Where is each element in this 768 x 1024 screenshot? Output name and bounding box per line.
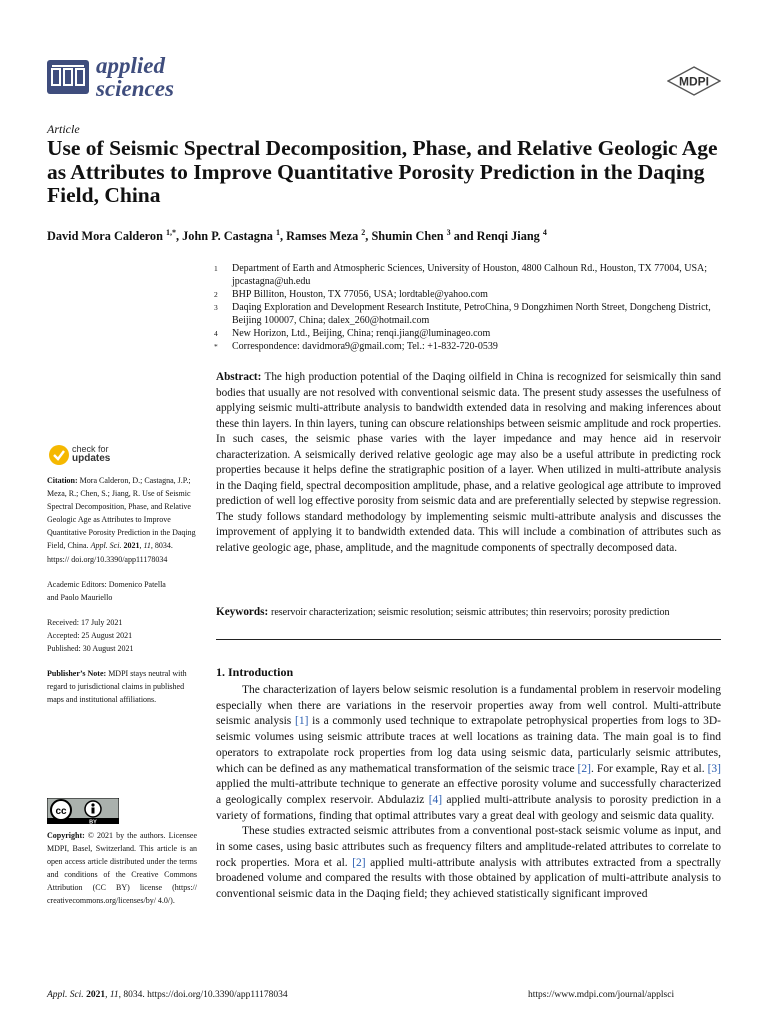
introduction-body [216, 683, 721, 903]
citation-link[interactable]: [4] [428, 793, 443, 806]
affiliation-item [214, 288, 734, 301]
text-run: applied multi-attribute analysis to porosity prediction in a variety of formations, finding that optimal attributes vary a great deal with geology and seismic data quality. [216, 793, 721, 822]
section-heading: 1. Introduction [216, 665, 294, 679]
footer-citation: Appl. Sci. 2021, 11, 8034. https://doi.org/10.3390/app11178034 [47, 990, 288, 1000]
article-info-sidebar [47, 474, 197, 718]
journal-logo-icon [47, 60, 89, 94]
mdpi-logo-icon [667, 66, 721, 96]
correspondence [214, 340, 734, 353]
author-affiliation-mark: 1,* [166, 228, 176, 237]
footer-volume: 11 [109, 990, 119, 1000]
publishers-note-label: Publisher’s Note: [47, 669, 107, 679]
affiliation-mark: 1 [214, 264, 218, 273]
affiliation-mark: 4 [214, 329, 218, 338]
cc-by-license-icon[interactable] [47, 798, 119, 824]
author-name[interactable]: Ramses Meza [286, 229, 359, 244]
publisher-logo [667, 66, 721, 96]
affiliation-mark: 2 [214, 290, 218, 299]
text-run: . For example, Ray et al. [590, 762, 708, 775]
publishers-note-text: MDPI stays neutral with regard to jurisdictional claims in published maps and institutional affiliations. [47, 669, 187, 705]
text-run: applied the multi-attribute technique to generate an effective porosity volume and successfully characterized a geologically complex reservoir. Abdulaziz [216, 778, 721, 806]
dates [47, 616, 197, 655]
date-received: Received: 17 July 2021 [47, 617, 123, 627]
footer-journal: Appl. Sci. [47, 990, 84, 1000]
text-run: applied multi-attribute analysis with attributes extracted from a spectrally broadened volume and compared the results with those obtained by application of multi-attribute analysis to conventional seismic data in the Daqing field; they achieved statistically significant improved [216, 856, 721, 901]
publisher-name: MDPI [679, 74, 709, 89]
copyright-notice [47, 829, 197, 908]
affiliation-mark: 3 [214, 303, 218, 312]
author-name[interactable]: Renqi Jiang [476, 229, 540, 244]
affiliation-item [214, 262, 734, 288]
paragraph [216, 683, 721, 824]
author-name[interactable]: David Mora Calderon [47, 229, 163, 244]
editors-line1: Academic Editors: Domenico Patella [47, 579, 166, 589]
by-label: BY [89, 819, 97, 824]
footer-doi[interactable]: , 8034. https://doi.org/10.3390/app11178034 [118, 990, 288, 1000]
text-run: The characterization of layers below seismic resolution is a fundamental problem in reservoir modeling especially when there are variations in the reservoir properties away from well control. Multi-attribute seismic analysis [216, 684, 721, 728]
author-affiliation-mark: 4 [542, 228, 547, 237]
editors-line2: and Paolo Mauriello [47, 592, 113, 602]
copyright-text: © 2021 by the authors. Licensee MDPI, Basel, Switzerland. This article is an open access article distributed under the terms and conditions of the Creative Commons Attribution (CC BY) license (https:// creativecommons.org/licenses/by/ 4.0/). [47, 831, 198, 906]
keywords-text: reservoir characterization; seismic resolution; seismic attributes; thin reservoirs; porosity prediction [271, 607, 670, 618]
citation-doi[interactable]: doi.org/10.3390/app11178034 [71, 554, 168, 564]
author-affiliation-mark: 1 [276, 228, 281, 237]
section-divider [216, 639, 721, 640]
citation-link[interactable]: [2] [352, 856, 366, 869]
affiliation-text: Correspondence: davidmora9@gmail.com; Tel.: +1-832-720-0539 [232, 341, 498, 352]
journal-name-line1: applied [96, 53, 165, 78]
affiliation-text: Daqing Exploration and Development Research Institute, PetroChina, 9 Dongzhimen North Street, Dongcheng District, Beijing 100007, China; dalex_260@hotmail.com [232, 302, 711, 326]
affiliation-text: New Horizon, Ltd., Beijing, China; renqi.jiang@luminageo.com [232, 328, 491, 339]
paragraph [216, 824, 721, 903]
keywords-label: Keywords: [216, 606, 269, 618]
author-list: David Mora Calderon $^{1,*}$, John P. Castagna $^1$, Ramses Meza $^2$, Shumin Chen $^3$ and Renqi Jiang $^4$ [47, 228, 547, 244]
academic-editors [47, 578, 197, 604]
journal-name [96, 54, 174, 100]
citation-pages: , 8034. https:// [47, 541, 173, 564]
affiliation-text: BHP Billiton, Houston, TX 77056, USA; lordtable@yahoo.com [232, 289, 488, 300]
citation-year: 2021 [123, 541, 140, 551]
publishers-note [47, 667, 197, 706]
author-name[interactable]: Shumin Chen [371, 229, 444, 244]
citation-journal: Appl. Sci. [90, 541, 122, 551]
affiliation-item [214, 327, 734, 340]
check-for-updates[interactable] [72, 445, 110, 463]
author-affiliation-mark: 2 [361, 228, 366, 237]
footer-year: 2021 [86, 990, 106, 1000]
text-run: These studies extracted seismic attributes from a conventional post-stack seismic volume as input, and in some cases, using basic attributes such as frequency filters and amplitude-related attributes to correlate to rock properties. Mora et al. [216, 825, 721, 869]
article-type: Article [47, 122, 80, 136]
citation: Citation: Mora Calderon, D.; Castagna, J.P.; Meza, R.; Chen, S.; Jiang, R. Use of Seismic Spectral Decomposition, Phase, and Relative Geologic Age as Attributes to Improve Quantitative Porosity Prediction in the Daqing Field, China. Appl. Sci. 2021, 11, 8034. https:// doi.org/10.3390/app11178034 [47, 476, 196, 564]
citation-label: Citation: [47, 476, 78, 485]
cc-label: cc [55, 806, 67, 817]
footer-journal-url[interactable]: https://www.mdpi.com/journal/applsci [528, 990, 675, 1000]
affiliation-text: Department of Earth and Atmospheric Sciences, University of Houston, 4800 Calhoun Rd., Houston, TX 77004, USA; jpcastagna@uh.edu [232, 263, 708, 287]
abstract-label: Abstract: [216, 371, 262, 383]
citation-volume: 11 [143, 541, 151, 551]
check-updates-line1: check for [72, 444, 109, 454]
abstract-text: The high production potential of the Daqing oilfield in China is recognized for seismically thin sand bodies that usually are not resolved with conventional seismic data. The present study assesses the usefulness of applying seismic multi-attribute analysis to bandwidth extended data in resolving and making inferences about these thin layers. In thin layers, tuning can obscure relationships between seismic amplitude and rock properties. In such cases, the seismic phase varies with the layer impedance and may hence aid in reservoir characterization. A seismically derived relative geologic age may also be a useful attribute in predicting rock properties because it helps define the stratigraphic position of a layer. When utilized in multi-attribute analysis in the Daqing field, spectral decomposition amplitude, phase, and a relative geological age attribute to improved prediction of well log effective porosity from seismic data and are preferentially selected by stepwise regression. The study follows standard methodology by implementing seismic multi-attribute analysis and discusses the improvement of applying it to bandwidth extended data. This will include a combination of attributes such as relative geologic age, phase, amplitude, and the magnitude components of spectrally decomposed data. [216, 371, 721, 554]
date-accepted: Accepted: 25 August 2021 [47, 630, 133, 640]
keywords [216, 605, 721, 620]
author-name[interactable]: John P. Castagna [182, 229, 273, 244]
journal-name-line2: sciences [96, 76, 174, 101]
citation-link[interactable]: [2] [577, 762, 591, 775]
check-for-updates-icon[interactable] [47, 442, 71, 468]
article-title: Use of Seismic Spectral Decomposition, Phase, and Relative Geologic Age as Attributes to Improve Quantitative Porosity Prediction in the Daqing Field, China [47, 136, 718, 207]
affiliation-mark: * [214, 342, 218, 351]
affiliation-item [214, 301, 734, 327]
citation-text: Mora Calderon, D.; Castagna, J.P.; Meza, R.; Chen, S.; Jiang, R. Use of Seismic Spectral Decomposition, Phase, and Relative Geologic Age as Attributes to Improve Quantitative Porosity Prediction in the Daqing Field, China. [47, 476, 196, 551]
affiliations [214, 262, 734, 353]
citation-link[interactable]: [3] [707, 762, 721, 775]
abstract [216, 370, 721, 556]
citation-link[interactable]: [1] [295, 715, 309, 728]
copyright-label: Copyright: [47, 831, 85, 840]
text-run: is a commonly used technique to extrapolate petrophysical properties from logs to 3D-seismic volumes using seismic attribute traces at well locations as training data. The main goal is to find operators to extrapolate rock properties from log data using seismic data, particularly seismic attributes, which can be defined as any mathematical transformation of the seismic trace [216, 715, 721, 775]
date-published: Published: 30 August 2021 [47, 644, 134, 654]
author-affiliation-mark: 3 [446, 228, 451, 237]
check-updates-line2: updates [72, 453, 111, 464]
